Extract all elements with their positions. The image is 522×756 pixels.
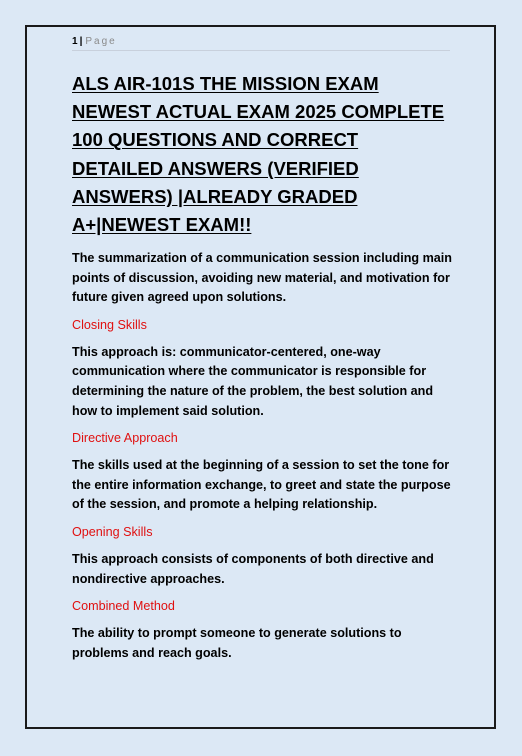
page-number: 1: [72, 36, 78, 47]
page-label: Page: [85, 36, 117, 47]
question-text: The skills used at the beginning of a session to set the tone for the entire information exchange, to greet and state the purpose of the session, and promote a helping relationship.: [72, 458, 451, 512]
qa-list: [72, 249, 452, 671]
question-text: This approach consists of components of both directive and nondirective approaches.: [72, 551, 434, 586]
header-separator: |: [79, 36, 83, 47]
document-title: ALS AIR-101S THE MISSION EXAM NEWEST ACTUAL EXAM 2025 COMPLETE 100 QUESTIONS AND CORRECT DETAILED ANSWERS (VERIFIED ANSWERS) |ALREADY GRADED A+|NEWEST EXAM!!: [72, 73, 445, 236]
page-header: [72, 36, 450, 51]
answer-text: Directive Approach: [72, 431, 178, 446]
question-text: The ability to prompt someone to generate solutions to problems and reach goals.: [72, 626, 402, 660]
question-text: This approach is: communicator-centered, one-way communication where the communicator is responsible for determining the nature of the problem, the best solution and how to implement said solution.: [72, 344, 434, 418]
question-text: The summarization of a communication session including main points of discussion, avoiding new material, and motivation for future given agreed upon solutions.: [72, 251, 452, 305]
answer-text: Opening Skills: [72, 524, 153, 539]
answer-text: Closing Skills: [72, 317, 147, 332]
answer-text: Combined Method: [72, 599, 175, 614]
